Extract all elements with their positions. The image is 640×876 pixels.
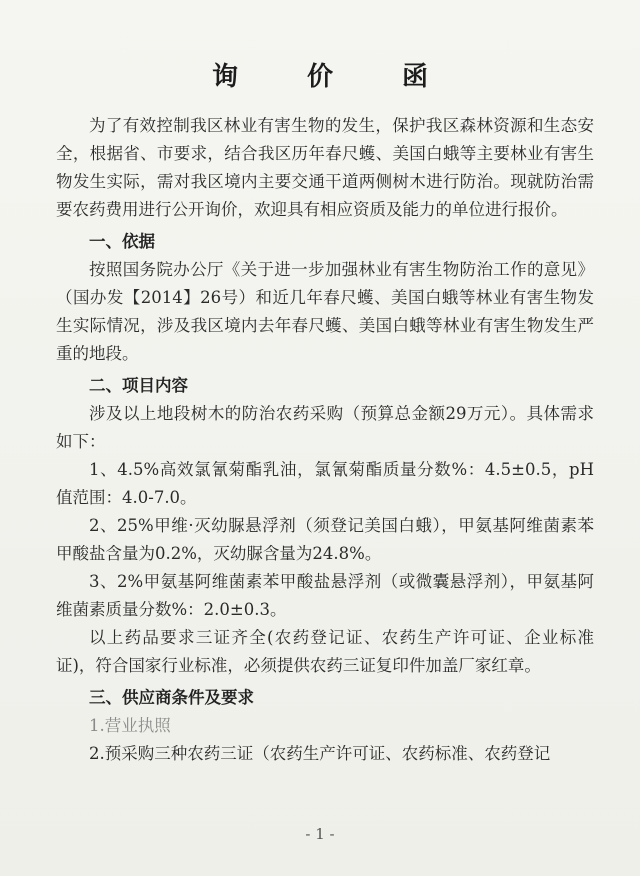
section-heading-basis: 一、依据 <box>89 232 155 251</box>
basis-paragraph: 按照国务院办公厅《关于进一步加强林业有害生物防治工作的意见》（国办发【2014】26号）和近几年春尺蠖、美国白蛾等林业有害生物发生实际情况，涉及我区境内去年春尺蠖、美国白蛾等林业有害生物发生严重的地段。 <box>56 260 594 363</box>
document-body <box>56 112 594 768</box>
product-item-3: 3、2%甲氨基阿维菌素苯甲酸盐悬浮剂（或微囊悬浮剂），甲氨基阿维菌素质量分数%：2.0±0.3。 <box>56 572 594 619</box>
page-number: - 1 - <box>305 825 335 843</box>
certification-note: 以上药品要求三证齐全(农药登记证、农药生产许可证、企业标准证)，符合国家行业标准，必须提供农药三证复印件加盖厂家红章。 <box>56 628 594 675</box>
project-intro-paragraph: 涉及以上地段树木的防治农药采购（预算总金额29万元）。具体需求如下： <box>56 404 594 451</box>
section-heading-supplier: 三、供应商条件及要求 <box>89 688 254 707</box>
requirement-item-2: 2.预采购三种农药三证（农药生产许可证、农药标准、农药登记 <box>89 744 551 763</box>
requirement-item-1: 1.营业执照 <box>89 716 171 735</box>
product-item-1: 1、4.5%高效氯氰菊酯乳油，氯氰菊酯质量分数%：4.5±0.5，pH值范围：4.0-7.0。 <box>56 460 594 507</box>
product-item-2: 2、25%甲维·灭幼脲悬浮剂（须登记美国白蛾），甲氨基阿维菌素苯甲酸盐含量为0.2%，灭幼脲含量为24.8%。 <box>56 516 594 563</box>
intro-paragraph: 为了有效控制我区林业有害生物的发生，保护我区森林资源和生态安全，根据省、市要求，结合我区历年春尺蠖、美国白蛾等主要林业有害生物发生实际，需对我区境内主要交通干道两侧树木进行防治。现就防治需要农药费用进行公开询价，欢迎具有相应资质及能力的单位进行报价。 <box>56 116 594 219</box>
section-heading-project: 二、项目内容 <box>89 376 188 395</box>
document-title: 询 价 函 <box>211 62 459 92</box>
